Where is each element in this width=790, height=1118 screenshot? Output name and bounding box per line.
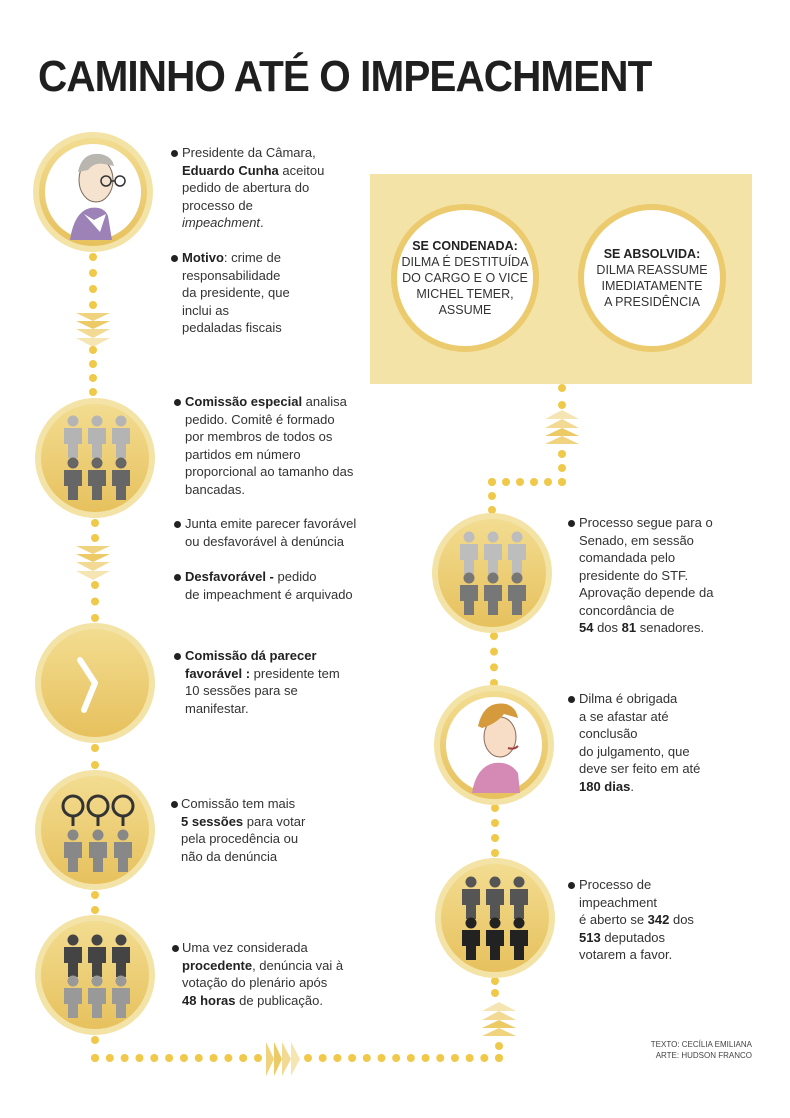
text-line: processo de xyxy=(182,197,253,213)
text-line: Processo de xyxy=(579,877,652,892)
path-dot xyxy=(490,632,498,640)
path-dot xyxy=(558,450,566,458)
path-dot xyxy=(224,1054,232,1062)
path-dot xyxy=(91,519,99,527)
path-dot xyxy=(488,506,496,514)
bullet xyxy=(171,150,178,157)
outcome-condemned-heading: SE CONDENADA: xyxy=(412,239,518,253)
step-2-unfavorable-text xyxy=(185,568,353,603)
step-1-reason-text xyxy=(182,249,290,337)
path-dot xyxy=(480,1054,488,1062)
outcome-line: ASSUME xyxy=(438,303,492,317)
step-circle-2 xyxy=(38,401,152,515)
outcome-line: DILMA REASSUME xyxy=(596,263,708,277)
path-dot xyxy=(333,1054,341,1062)
path-dot xyxy=(490,663,498,671)
bullet xyxy=(568,520,575,527)
step-1-text xyxy=(182,144,324,232)
credit-art: ARTE: HUDSON FRANCO xyxy=(655,1051,752,1060)
text-line: bancadas. xyxy=(185,481,245,497)
path-dot xyxy=(363,1054,371,1062)
path-dot xyxy=(195,1054,203,1062)
chevron-up-icon xyxy=(482,1002,516,1036)
path-dot xyxy=(491,804,499,812)
outcome-line: DILMA É DESTITUÍDA xyxy=(401,255,529,269)
outcome-absolved xyxy=(578,204,726,352)
path-dot xyxy=(91,761,99,769)
text-line: 180 dias. xyxy=(579,778,634,794)
commission-people-icon xyxy=(64,416,130,501)
outcome-line: MICHEL TEMER, xyxy=(416,287,514,301)
path-dot xyxy=(91,614,99,622)
path-dot xyxy=(491,989,499,997)
step-8-text xyxy=(579,876,694,964)
text-line: não da denúncia xyxy=(181,848,278,864)
text-line: Eduardo Cunha aceitou xyxy=(182,162,325,178)
bullet xyxy=(568,696,575,703)
text-line: partidos em número xyxy=(185,446,301,462)
step-5-text xyxy=(182,939,343,1009)
path-dot xyxy=(490,648,498,656)
path-dot xyxy=(495,1042,503,1050)
path-dot xyxy=(89,269,97,277)
text-line: Processo segue para o xyxy=(579,515,713,530)
path-dot xyxy=(502,478,510,486)
path-dot xyxy=(91,1036,99,1044)
path-dot xyxy=(558,464,566,472)
path-dot xyxy=(392,1054,400,1062)
text-line: Aprovação depende da xyxy=(579,585,714,600)
step-circle-3 xyxy=(38,626,152,740)
path-dot xyxy=(89,346,97,354)
path-dot xyxy=(210,1054,218,1062)
text-line: pedaladas fiscais xyxy=(182,320,282,335)
text-line: conclusão xyxy=(579,726,638,741)
step-circle-5 xyxy=(38,918,152,1032)
path-dot xyxy=(91,891,99,899)
path-dot xyxy=(558,401,566,409)
text-line: votação do plenário após xyxy=(182,975,328,990)
path-dot xyxy=(89,360,97,368)
text-line: Senado, em sessão xyxy=(579,532,694,548)
text-line: responsabilidade xyxy=(182,267,281,283)
path-dot xyxy=(165,1054,173,1062)
deputies-people-icon xyxy=(462,877,528,961)
outcome-line: A PRESIDÊNCIA xyxy=(604,295,700,309)
path-dot xyxy=(488,478,496,486)
bullet xyxy=(172,945,179,952)
path-dot xyxy=(91,1054,99,1062)
step-2-text xyxy=(185,393,353,498)
text-line: Comissão tem mais xyxy=(181,796,296,811)
text-line: 513 deputados xyxy=(579,929,666,945)
step-circle-6 xyxy=(435,516,549,630)
text-line: inclui as xyxy=(182,302,229,318)
text-line: pela procedência ou xyxy=(181,831,299,846)
path-dot xyxy=(180,1054,188,1062)
path-dot xyxy=(89,388,97,396)
step-2-opinion-text xyxy=(185,515,356,550)
path-dot xyxy=(377,1054,385,1062)
text-line: proporcional ao tamanho das xyxy=(185,464,354,479)
text-line: Dilma é obrigada xyxy=(579,691,678,706)
step-7-text xyxy=(579,690,700,795)
path-dot xyxy=(491,834,499,842)
text-line: do julgamento, que xyxy=(579,743,690,759)
path-dot xyxy=(516,478,524,486)
path-dot xyxy=(89,253,97,261)
step-circle-4 xyxy=(38,773,152,887)
path-dot xyxy=(436,1054,444,1062)
path-dot xyxy=(106,1054,114,1062)
path-dot xyxy=(91,906,99,914)
text-line: favorável : presidente tem xyxy=(185,665,340,681)
path-dot xyxy=(530,478,538,486)
text-line: 48 horas de publicação. xyxy=(182,992,323,1008)
text-line: manifestar. xyxy=(185,700,249,716)
text-line: votarem a favor. xyxy=(579,947,673,962)
path-dot xyxy=(89,301,97,309)
text-line: comandada pelo xyxy=(579,550,676,565)
path-dot xyxy=(239,1054,247,1062)
text-line: Motivo: crime de xyxy=(182,250,281,265)
bullet xyxy=(568,882,575,889)
text-line: impeachment. xyxy=(182,215,264,230)
path-dot xyxy=(91,581,99,589)
text-line: da presidente, que xyxy=(182,285,290,300)
chevron-right-icon xyxy=(266,1042,300,1076)
text-line: procedente, denúncia vai à xyxy=(182,957,344,973)
path-dot xyxy=(451,1054,459,1062)
path-dot xyxy=(407,1054,415,1062)
text-line: presidente do STF. xyxy=(579,567,689,583)
text-line: é aberto se 342 dos xyxy=(579,912,694,927)
bullet xyxy=(174,399,181,406)
text-line: de impeachment é arquivado xyxy=(185,586,353,602)
credits xyxy=(651,1039,752,1061)
bullet xyxy=(174,574,181,581)
text-line: a se afastar até xyxy=(579,708,669,724)
path-dot xyxy=(491,849,499,857)
path-dot xyxy=(91,598,99,606)
path-dot xyxy=(466,1054,474,1062)
bullet xyxy=(171,801,178,808)
path-dot xyxy=(558,478,566,486)
step-3-text xyxy=(185,647,340,717)
path-dot xyxy=(91,744,99,752)
path-dot xyxy=(488,492,496,500)
path-dot xyxy=(254,1054,262,1062)
page-title: CAMINHO ATÉ O IMPEACHMENT xyxy=(38,52,652,101)
path-dot xyxy=(91,534,99,542)
path-dot xyxy=(491,977,499,985)
path-dot xyxy=(135,1054,143,1062)
path-dot xyxy=(121,1054,129,1062)
text-line: Comissão dá parecer xyxy=(185,648,317,663)
step-4-text xyxy=(181,795,305,865)
text-line: Junta emite parecer favorável xyxy=(185,516,357,531)
credit-text: TEXTO: CECÍLIA EMILIANA xyxy=(650,1040,752,1049)
bullet xyxy=(174,653,181,660)
path-dot xyxy=(319,1054,327,1062)
plenary-people-icon xyxy=(64,935,130,1019)
outcome-line: IMEDIATAMENTE xyxy=(601,279,703,293)
chevron-down-icon xyxy=(76,546,110,580)
path-dot xyxy=(89,374,97,382)
bullet xyxy=(174,521,181,528)
path-dot xyxy=(150,1054,158,1062)
senate-people-icon xyxy=(460,532,526,616)
text-line: Comissão especial analisa xyxy=(185,394,347,409)
outcome-line: DO CARGO E O VICE xyxy=(402,271,528,285)
text-line: por membros de todos os xyxy=(185,429,333,444)
path-dot xyxy=(422,1054,430,1062)
text-line: deve ser feito em até xyxy=(579,761,701,776)
text-line: 54 dos 81 senadores. xyxy=(579,620,705,635)
step-circle-1 xyxy=(36,135,150,249)
text-line: 10 sessões para se xyxy=(185,683,298,698)
text-line: Desfavorável - pedido xyxy=(185,569,317,584)
outcome-absolved-heading: SE ABSOLVIDA: xyxy=(603,247,701,261)
text-line: impeachment xyxy=(579,894,658,910)
step-circle-8 xyxy=(438,861,552,975)
path-dot xyxy=(304,1054,312,1062)
path-dot xyxy=(89,285,97,293)
text-line: concordância de xyxy=(579,602,675,618)
path-dot xyxy=(544,478,552,486)
text-line: pedido de abertura do xyxy=(182,180,310,195)
text-line: ou desfavorável à denúncia xyxy=(185,533,345,549)
text-line: Presidente da Câmara, xyxy=(182,145,316,160)
bullet xyxy=(171,255,178,262)
path-dot xyxy=(491,819,499,827)
text-line: pedido. Comitê é formado xyxy=(185,411,335,427)
text-line: 5 sessões para votar xyxy=(181,813,306,829)
path-dot xyxy=(495,1054,503,1062)
path-dot xyxy=(348,1054,356,1062)
text-line: Uma vez considerada xyxy=(182,940,308,955)
chevron-down-icon xyxy=(76,313,110,347)
path-dot xyxy=(558,384,566,392)
step-6-text xyxy=(579,514,713,637)
step-circle-7 xyxy=(437,688,551,802)
chevron-up-icon xyxy=(545,410,579,444)
outcome-condemned xyxy=(391,204,539,352)
